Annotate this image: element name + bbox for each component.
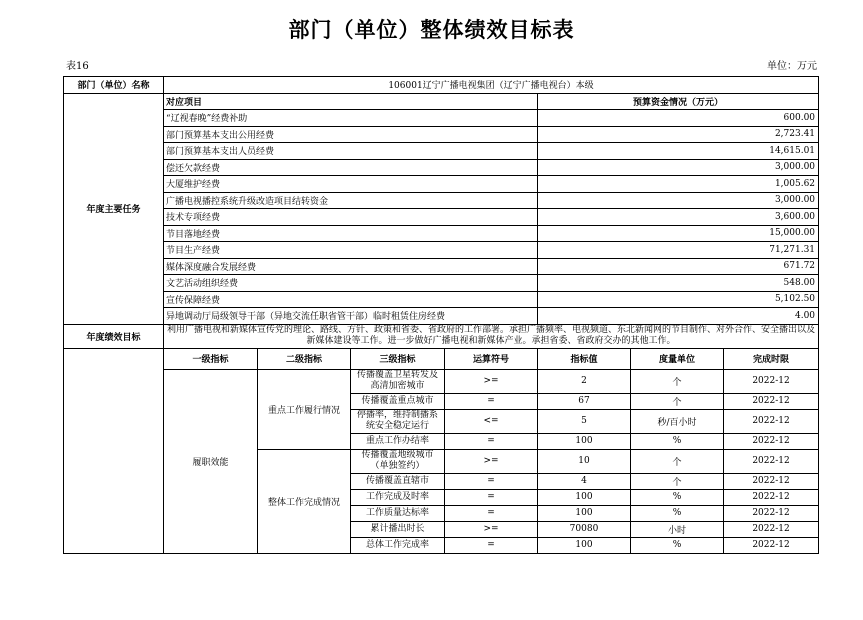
indicator-head-unit: 度量单位 <box>631 348 724 369</box>
task-item: 广播电视播控系统升级改造项目结转资金 <box>164 192 538 209</box>
indicator-value: 5 <box>538 409 631 433</box>
indicator-time: 2022-12 <box>724 449 819 473</box>
tasks-label: 年度主要任务 <box>64 93 164 324</box>
task-item: 部门预算基本支出公用经费 <box>164 126 538 143</box>
task-budget: 15,000.00 <box>538 225 819 242</box>
task-item: 技术专项经费 <box>164 209 538 226</box>
indicator-l3: 重点工作办结率 <box>351 433 445 449</box>
indicator-op: = <box>445 473 538 489</box>
task-budget: 3,000.00 <box>538 192 819 209</box>
indicator-l2: 重点工作履行情况 <box>258 369 351 449</box>
task-budget: 548.00 <box>538 275 819 292</box>
task-item: 宣传保障经费 <box>164 291 538 308</box>
indicator-unit: 秒/百小时 <box>631 409 724 433</box>
indicator-l2: 整体工作完成情况 <box>258 449 351 553</box>
indicator-op: = <box>445 393 538 409</box>
indicator-op: >= <box>445 521 538 537</box>
task-item: 异地调动厅局级领导干部（异地交流任职省管干部）临时租赁住房经费 <box>164 308 538 325</box>
indicator-unit: 个 <box>631 449 724 473</box>
task-budget: 3,600.00 <box>538 209 819 226</box>
indicator-op: = <box>445 505 538 521</box>
indicator-l3: 停播率，维持制播系统安全稳定运行 <box>351 409 445 433</box>
indicator-value: 67 <box>538 393 631 409</box>
task-row <box>64 143 819 160</box>
indicator-head-l2: 二级指标 <box>258 348 351 369</box>
indicator-value: 4 <box>538 473 631 489</box>
indicator-block-blank <box>64 348 164 553</box>
task-budget: 14,615.01 <box>538 143 819 160</box>
indicator-unit: % <box>631 489 724 505</box>
indicator-head-val: 指标值 <box>538 348 631 369</box>
indicator-unit: 个 <box>631 473 724 489</box>
indicator-header-row <box>64 348 819 369</box>
task-item: 偿还欠款经费 <box>164 159 538 176</box>
indicator-time: 2022-12 <box>724 433 819 449</box>
indicator-time: 2022-12 <box>724 409 819 433</box>
indicator-value: 70080 <box>538 521 631 537</box>
dept-name: 106001辽宁广播电视集团（辽宁广播电视台）本级 <box>164 77 819 94</box>
indicator-unit: 个 <box>631 393 724 409</box>
indicator-op: = <box>445 537 538 553</box>
indicator-unit: % <box>631 505 724 521</box>
indicator-l3: 工作质量达标率 <box>351 505 445 521</box>
task-budget: 71,271.31 <box>538 242 819 259</box>
task-item: 节目生产经费 <box>164 242 538 259</box>
task-budget: 1,005.62 <box>538 176 819 193</box>
indicator-head-op: 运算符号 <box>445 348 538 369</box>
task-budget: 2,723.41 <box>538 126 819 143</box>
indicator-value: 100 <box>538 489 631 505</box>
task-row <box>64 291 819 308</box>
indicator-l1: 履职效能 <box>164 369 258 553</box>
tasks-head-item: 对应项目 <box>164 93 538 110</box>
task-row <box>64 258 819 275</box>
task-row <box>64 242 819 259</box>
task-budget: 5,102.50 <box>538 291 819 308</box>
goal-text: 利用广播电视和新媒体宣传党的理论、路线、方针、政策和省委、省政府的工作部署。承担广播频率、电视频道、东北新闻网的节目制作、对外合作、安全播出以及新媒体建设等工作。进一步做好广播电视和新媒体产业。承担省委、省政府交办的其他工作。 <box>164 324 819 348</box>
task-row <box>64 126 819 143</box>
indicator-value: 2 <box>538 369 631 393</box>
indicator-unit: % <box>631 433 724 449</box>
indicator-l3: 传播覆盖地级城市（单独签约） <box>351 449 445 473</box>
indicator-unit: 小时 <box>631 521 724 537</box>
task-row <box>64 176 819 193</box>
indicator-op: >= <box>445 449 538 473</box>
indicator-time: 2022-12 <box>724 489 819 505</box>
indicator-unit: 个 <box>631 369 724 393</box>
goal-label: 年度绩效目标 <box>64 324 164 348</box>
unit-label: 单位：万元 <box>767 61 817 72</box>
table-number: 表16 <box>66 61 89 72</box>
task-row <box>64 275 819 292</box>
task-item: 文艺活动组织经费 <box>164 275 538 292</box>
task-item: 媒体深度融合发展经费 <box>164 258 538 275</box>
indicator-head-l3: 三级指标 <box>351 348 445 369</box>
task-row <box>64 192 819 209</box>
task-row <box>64 209 819 226</box>
task-row <box>64 110 819 127</box>
task-budget: 3,000.00 <box>538 159 819 176</box>
indicator-l3: 传播覆盖直辖市 <box>351 473 445 489</box>
task-item: “辽视春晚”经费补助 <box>164 110 538 127</box>
indicator-head-time: 完成时限 <box>724 348 819 369</box>
indicator-time: 2022-12 <box>724 537 819 553</box>
task-item: 部门预算基本支出人员经费 <box>164 143 538 160</box>
indicator-time: 2022-12 <box>724 369 819 393</box>
task-row <box>64 308 819 325</box>
indicator-op: = <box>445 489 538 505</box>
task-budget: 671.72 <box>538 258 819 275</box>
indicator-op: <= <box>445 409 538 433</box>
indicator-row <box>64 369 819 393</box>
performance-table <box>63 76 819 554</box>
page-title: 部门（单位）整体绩效目标表 <box>288 17 575 42</box>
task-budget: 600.00 <box>538 110 819 127</box>
task-budget: 4.00 <box>538 308 819 325</box>
goal-row <box>64 324 819 348</box>
task-row <box>64 225 819 242</box>
indicator-op: = <box>445 433 538 449</box>
indicator-l3: 传播覆盖重点城市 <box>351 393 445 409</box>
indicator-head-l1: 一级指标 <box>164 348 258 369</box>
indicator-unit: % <box>631 537 724 553</box>
indicator-l3: 总体工作完成率 <box>351 537 445 553</box>
task-row <box>64 159 819 176</box>
task-item: 大厦维护经费 <box>164 176 538 193</box>
indicator-time: 2022-12 <box>724 393 819 409</box>
indicator-l3: 工作完成及时率 <box>351 489 445 505</box>
indicator-value: 100 <box>538 433 631 449</box>
indicator-l3: 累计播出时长 <box>351 521 445 537</box>
task-item: 节目落地经费 <box>164 225 538 242</box>
indicator-op: >= <box>445 369 538 393</box>
indicator-l3: 传播覆盖卫星转发及高清加密城市 <box>351 369 445 393</box>
tasks-head-budget: 预算资金情况（万元） <box>538 93 819 110</box>
indicator-value: 100 <box>538 505 631 521</box>
indicator-time: 2022-12 <box>724 521 819 537</box>
indicator-value: 100 <box>538 537 631 553</box>
indicator-value: 10 <box>538 449 631 473</box>
indicator-time: 2022-12 <box>724 473 819 489</box>
dept-label: 部门（单位）名称 <box>64 77 164 94</box>
indicator-time: 2022-12 <box>724 505 819 521</box>
